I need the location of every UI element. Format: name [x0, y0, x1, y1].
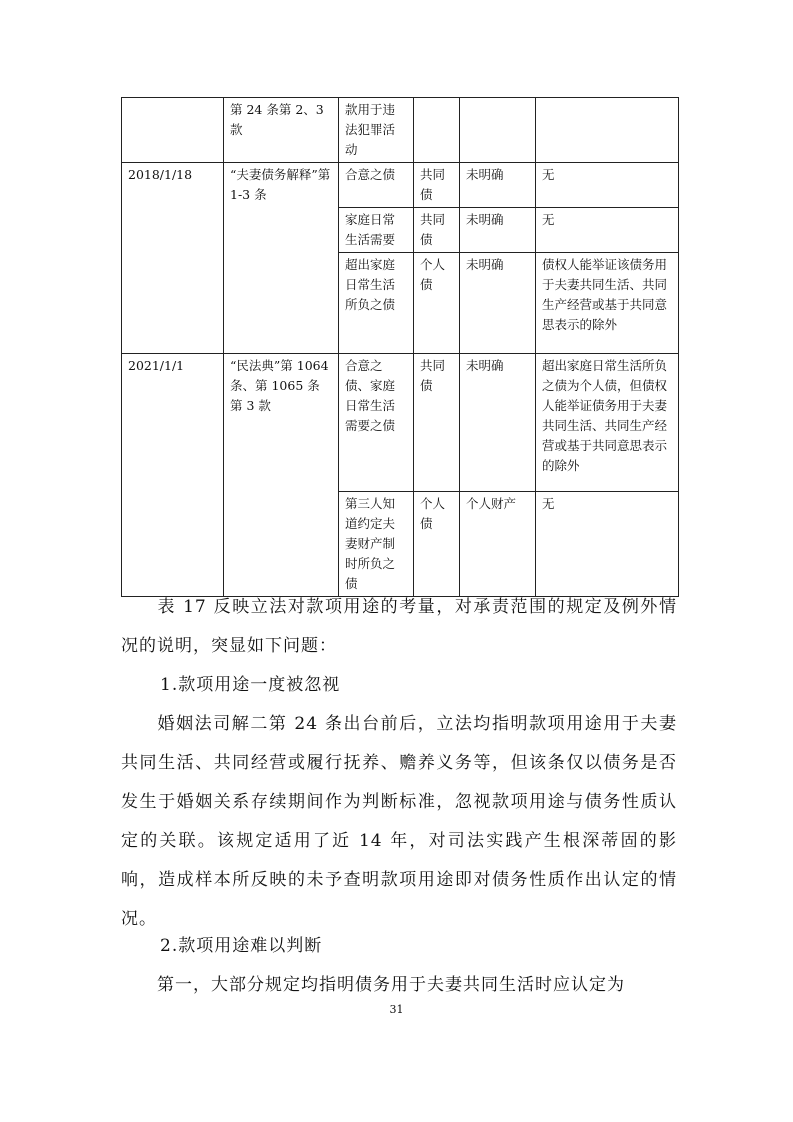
cell-nature: 共同债 — [414, 354, 460, 492]
section-heading-2: 2.款项用途难以判断 — [160, 936, 323, 956]
cell-type: 第三人知道约定夫妻财产制时所负之债 — [339, 492, 414, 597]
cell-type: 家庭日常生活需要 — [339, 208, 414, 253]
cell-nature: 共同债 — [414, 163, 460, 208]
cell-nature: 共同债 — [414, 208, 460, 253]
cell-exception — [536, 98, 679, 163]
cell-source: 第 24 条第 2、3 款 — [224, 98, 339, 163]
cell-source: “民法典”第 1064 条、第 1065 条第 3 款 — [224, 354, 339, 597]
intro-paragraph: 表 17 反映立法对款项用途的考量，对承责范围的规定及例外情况的说明，突显如下问题： — [121, 597, 677, 656]
cell-nature: 个人债 — [414, 253, 460, 354]
cell-exception: 无 — [536, 208, 679, 253]
cell-type: 合意之债 — [339, 163, 414, 208]
cell-nature — [414, 98, 460, 163]
body-paragraph-2: 第一，大部分规定均指明债务用于夫妻共同生活时应认定为 — [157, 975, 625, 995]
cell-exception: 超出家庭日常生活所负之债为个人债，但债权人能举证债务用于夫妻共同生活、共同生产经营或基于共同意思表示的除外 — [536, 354, 679, 492]
cell-date: 2018/1/18 — [122, 163, 224, 354]
cell-purpose: 未明确 — [460, 163, 536, 208]
cell-type: 合意之债、家庭日常生活需要之债 — [339, 354, 414, 492]
cell-source: “夫妻债务解释”第 1-3 条 — [224, 163, 339, 354]
cell-type: 款用于违法犯罪活动 — [339, 98, 414, 163]
cell-purpose: 未明确 — [460, 253, 536, 354]
section-heading-1: 1.款项用途一度被忽视 — [160, 675, 341, 695]
cell-nature: 个人债 — [414, 492, 460, 597]
table-row — [122, 98, 679, 163]
table-row — [122, 354, 679, 492]
cell-date — [122, 98, 224, 163]
cell-type: 超出家庭日常生活所负之债 — [339, 253, 414, 354]
legislation-table — [121, 97, 679, 597]
cell-date: 2021/1/1 — [122, 354, 224, 597]
cell-exception: 债权人能举证该债务用于夫妻共同生活、共同生产经营或基于共同意思表示的除外 — [536, 253, 679, 354]
cell-purpose: 未明确 — [460, 208, 536, 253]
cell-exception: 无 — [536, 163, 679, 208]
table-row — [122, 163, 679, 208]
cell-exception: 无 — [536, 492, 679, 597]
cell-purpose — [460, 98, 536, 163]
body-paragraph-1: 婚姻法司解二第 24 条出台前后，立法均指明款项用途用于夫妻共同生活、共同经营或履行抚养、赡养义务等，但该条仅以债务是否发生于婚姻关系存续期间作为判断标准，忽视款项用途与债务性质认定的关联。该规定适用了近 14 年，对司法实践产生根深蒂固的影响，造成样本所反映的未予查明款项用途即对债务性质作出认定的情况。 — [121, 714, 677, 929]
page-number: 31 — [389, 1003, 404, 1016]
cell-purpose: 未明确 — [460, 354, 536, 492]
cell-purpose: 个人财产 — [460, 492, 536, 597]
